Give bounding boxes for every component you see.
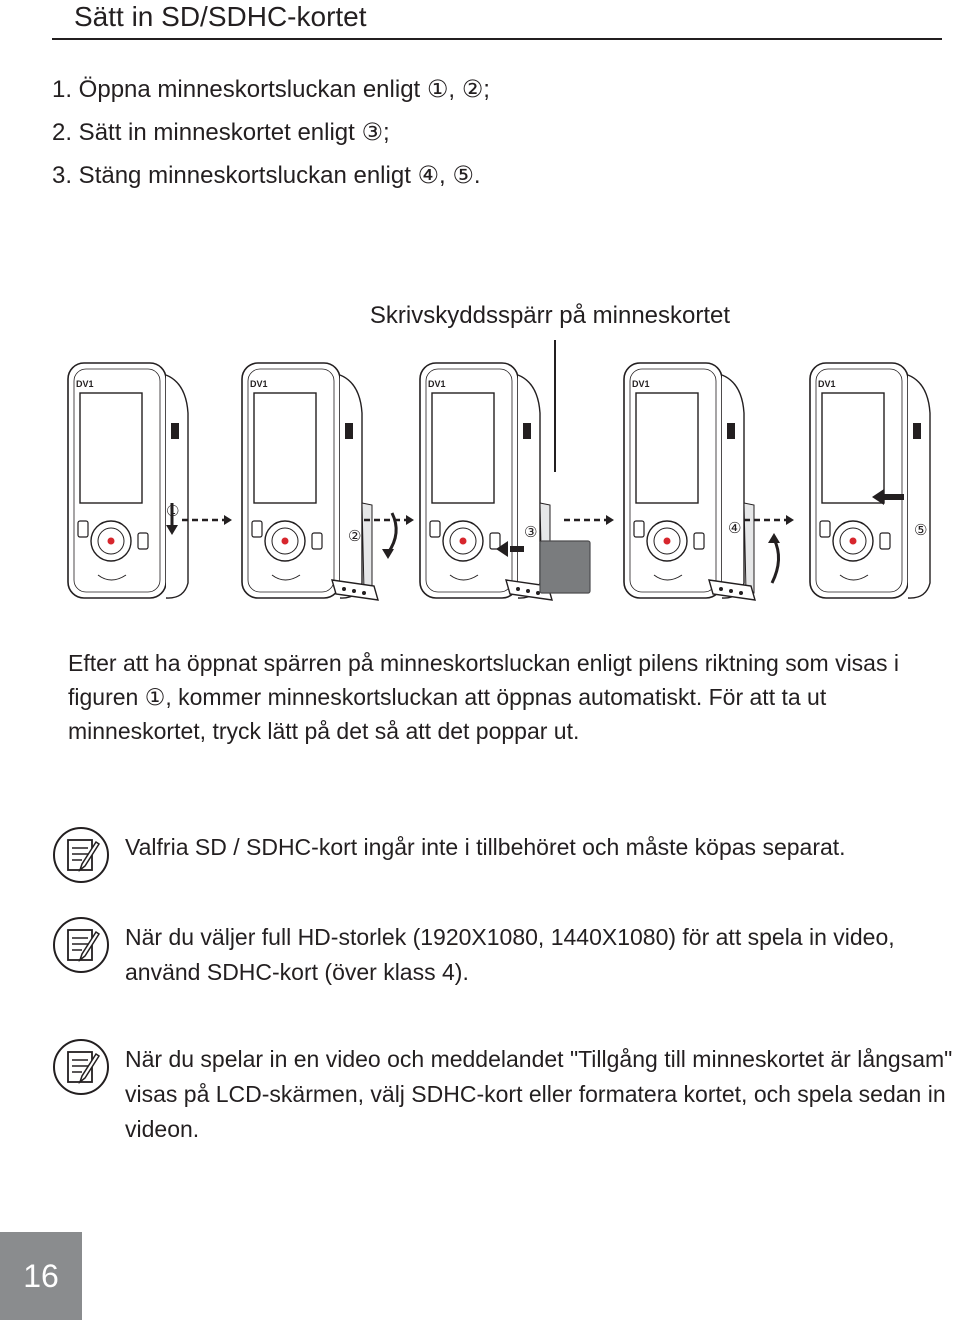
camera-step-5 <box>810 363 930 598</box>
svg-text:DV1: DV1 <box>632 379 650 389</box>
svg-text:DV1: DV1 <box>818 379 836 389</box>
step-3: 3. Stäng minneskortsluckan enligt ④, ⑤. <box>52 162 481 189</box>
marker-2: ② <box>348 527 362 545</box>
note-text-3: När du spelar in en video och meddelandet "Tillgång till minneskortet är långsam" visas på LCD-skärmen, välj SDHC-kort eller formatera kortet, och spela sedan in videon. <box>125 1046 953 1142</box>
note-text-2: När du väljer full HD-storlek (1920X1080, 1440X1080) för att spela in video, använd SDHC-kort (över klass 4). <box>125 924 895 985</box>
step-2: 2. Sätt in minneskortet enligt ③; <box>52 119 390 146</box>
page-number: 16 <box>23 1258 59 1294</box>
body-paragraph: Efter att ha öppnat spärren på minneskortsluckan enligt pilens riktning som visas i figuren ①, kommer minneskortsluckan att öppnas automatiskt. För att ta ut minneskortet, tryck lätt på det så att det poppar ut. <box>68 650 899 744</box>
marker-3: ③ <box>524 523 538 541</box>
camera-step-1 <box>68 363 188 598</box>
svg-text:DV1: DV1 <box>428 379 446 389</box>
section-heading <box>52 0 942 40</box>
sd-card <box>540 541 590 593</box>
svg-text:DV1: DV1 <box>76 379 94 389</box>
marker-5: ⑤ <box>914 521 928 539</box>
steps-list <box>52 68 490 197</box>
camera-step-4 <box>624 363 780 598</box>
note-pencil-icon <box>52 1038 110 1096</box>
note-pencil-icon <box>52 826 110 884</box>
step-1: 1. Öppna minneskortsluckan enligt ①, ②; <box>52 76 490 103</box>
write-protect-caption: Skrivskyddsspärr på minneskortet <box>369 302 731 329</box>
note-text-1: Valfria SD / SDHC-kort ingår inte i tillbehöret och måste köpas separat. <box>125 834 846 860</box>
sd-card-illustration <box>54 345 934 630</box>
marker-4: ④ <box>728 519 742 537</box>
page-number-tab <box>0 1232 82 1320</box>
camera-step-3 <box>420 363 550 598</box>
marker-1: ① <box>166 502 180 520</box>
camera-step-2 <box>242 363 396 598</box>
svg-text:DV1: DV1 <box>250 379 268 389</box>
note-pencil-icon <box>52 916 110 974</box>
section-title: Sätt in SD/SDHC-kortet <box>74 1 367 32</box>
